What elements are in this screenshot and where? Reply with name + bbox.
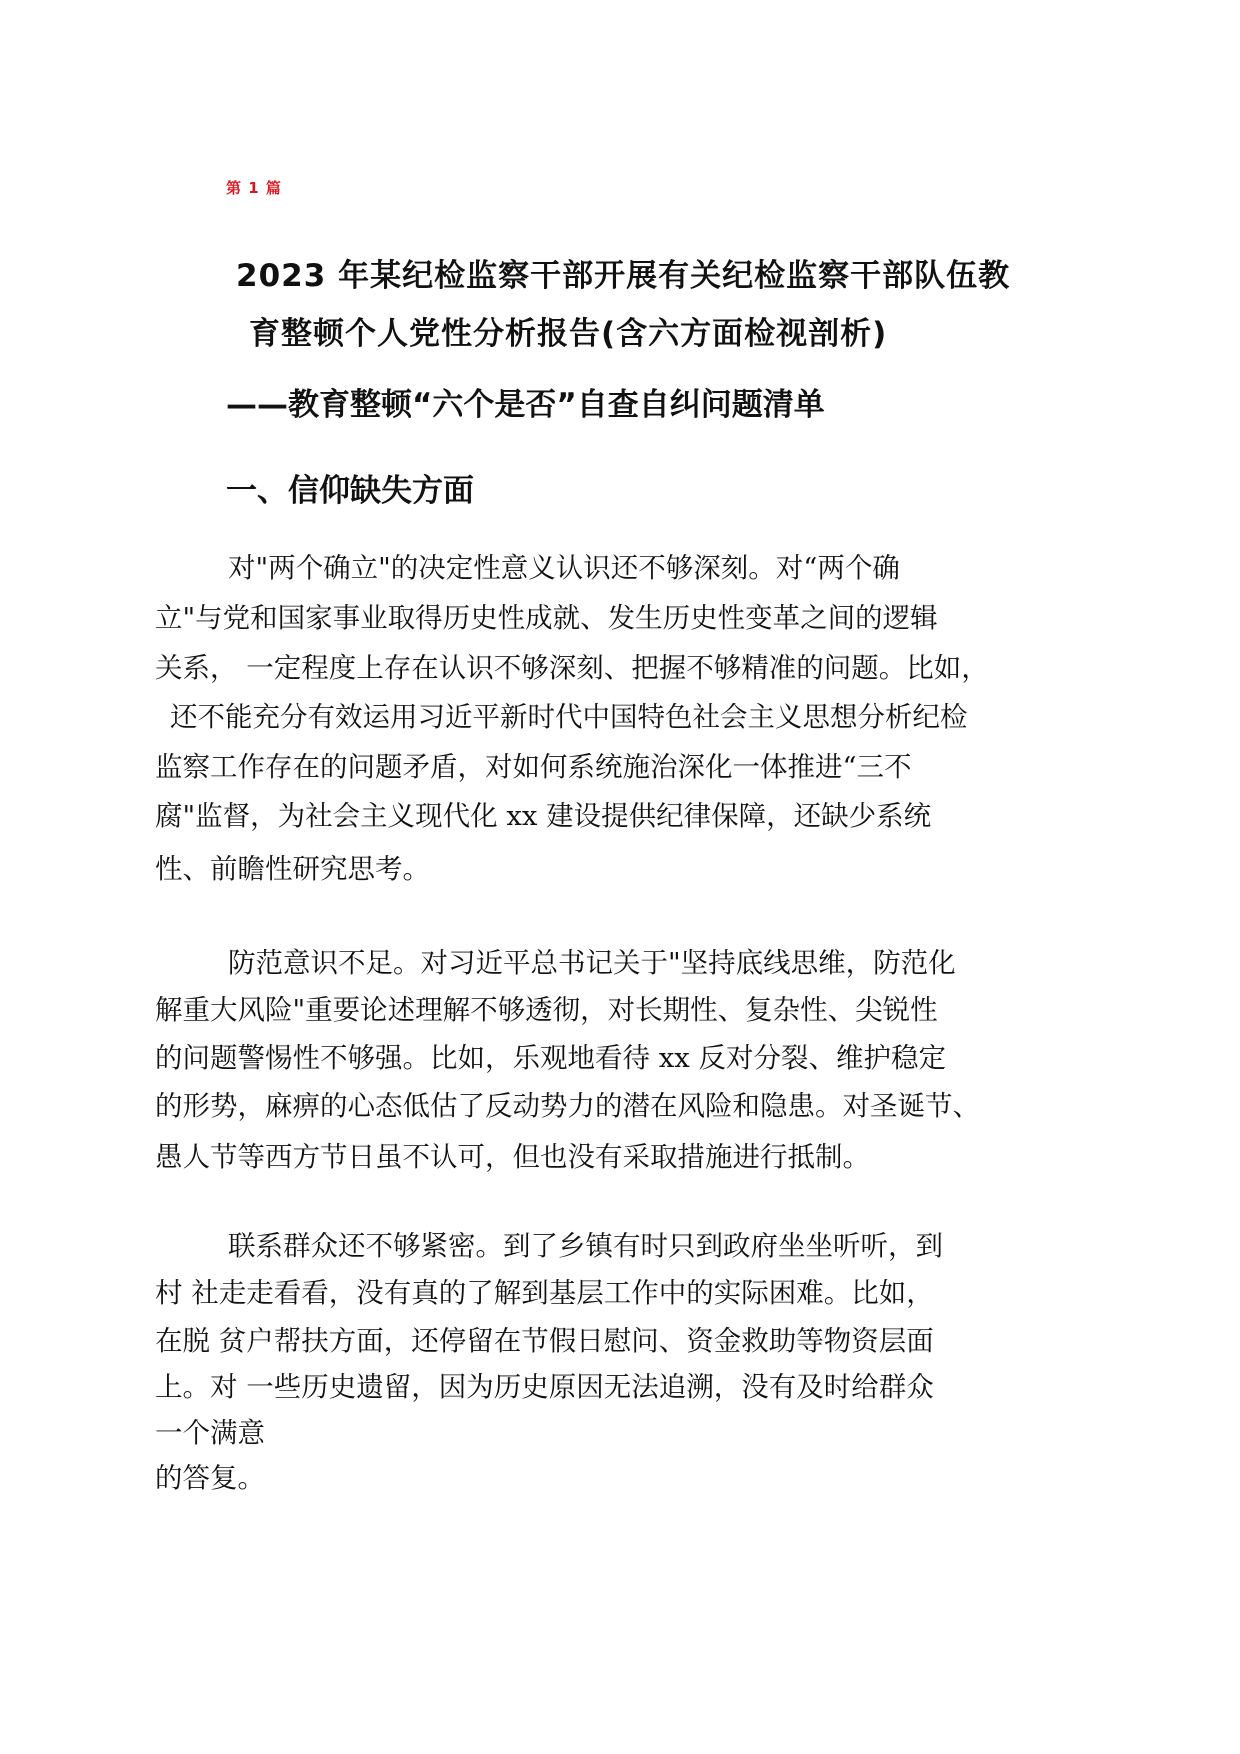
chapter-label: 第 1 篇 (226, 179, 282, 197)
paragraph-3-line-4: 上。对 一些历史遗留，因为历史原因无法追溯，没有及时给群众 (155, 1371, 934, 1403)
paragraph-3-line-6: 的答复。 (155, 1462, 265, 1494)
paragraph-2-line-4: 的形势，麻痹的心态低估了反动势力的潜在风险和隐患。对圣诞节、 (155, 1090, 980, 1122)
paragraph-3-line-5: 一个满意 (155, 1417, 265, 1449)
paragraph-2-line-5: 愚人节等西方节日虽不认可，但也没有采取措施进行抵制。 (155, 1141, 870, 1173)
paragraph-1-line-4: 还不能充分有效运用习近平新时代中国特色社会主义思想分析纪检 (170, 701, 968, 733)
section-heading: 一、信仰缺失方面 (226, 473, 474, 509)
paragraph-1-line-2: 立"与党和国家事业取得历史性成就、发生历史性变革之间的逻辑 (155, 602, 938, 634)
paragraph-1-line-7: 性、前瞻性研究思考。 (155, 853, 430, 885)
document-title-line-2: 育整顿个人党性分析报告(含六方面检视剖析) (249, 316, 888, 352)
paragraph-2-line-1: 防范意识不足。对习近平总书记关于"坚持底线思维，防范化 (228, 947, 956, 979)
paragraph-3-line-3: 在脱 贫户帮扶方面，还停留在节假日慰问、资金救助等物资层面 (155, 1325, 934, 1357)
paragraph-1-line-1: 对"两个确立"的决定性意义认识还不够深刻。对“两个确 (228, 552, 900, 584)
document-subtitle: ——教育整顿“六个是否”自查自纠问题清单 (226, 387, 825, 423)
paragraph-2-line-3: 的问题警惕性不够强。比如，乐观地看待 xx 反对分裂、维护稳定 (155, 1042, 946, 1074)
paragraph-2-line-2: 解重大风险"重要论述理解不够透彻，对长期性、复杂性、尖锐性 (155, 994, 938, 1026)
paragraph-3-line-2: 村 社走走看看，没有真的了解到基层工作中的实际困难。比如， (155, 1277, 934, 1309)
paragraph-1-line-5: 监察工作存在的问题矛盾，对如何系统施治深化一体推进“三不 (155, 751, 912, 783)
paragraph-3-line-1: 联系群众还不够紧密。到了乡镇有时只到政府坐坐听听，到 (228, 1230, 943, 1262)
paragraph-1-line-3: 关系， 一定程度上存在认识不够深刻、把握不够精准的问题。比如， (155, 652, 989, 684)
document-title-line-1: 2023 年某纪检监察干部开展有关纪检监察干部队伍教 (236, 258, 1011, 294)
paragraph-1-line-6: 腐"监督，为社会主义现代化 xx 建设提供纪律保障，还缺少系统 (155, 800, 932, 832)
